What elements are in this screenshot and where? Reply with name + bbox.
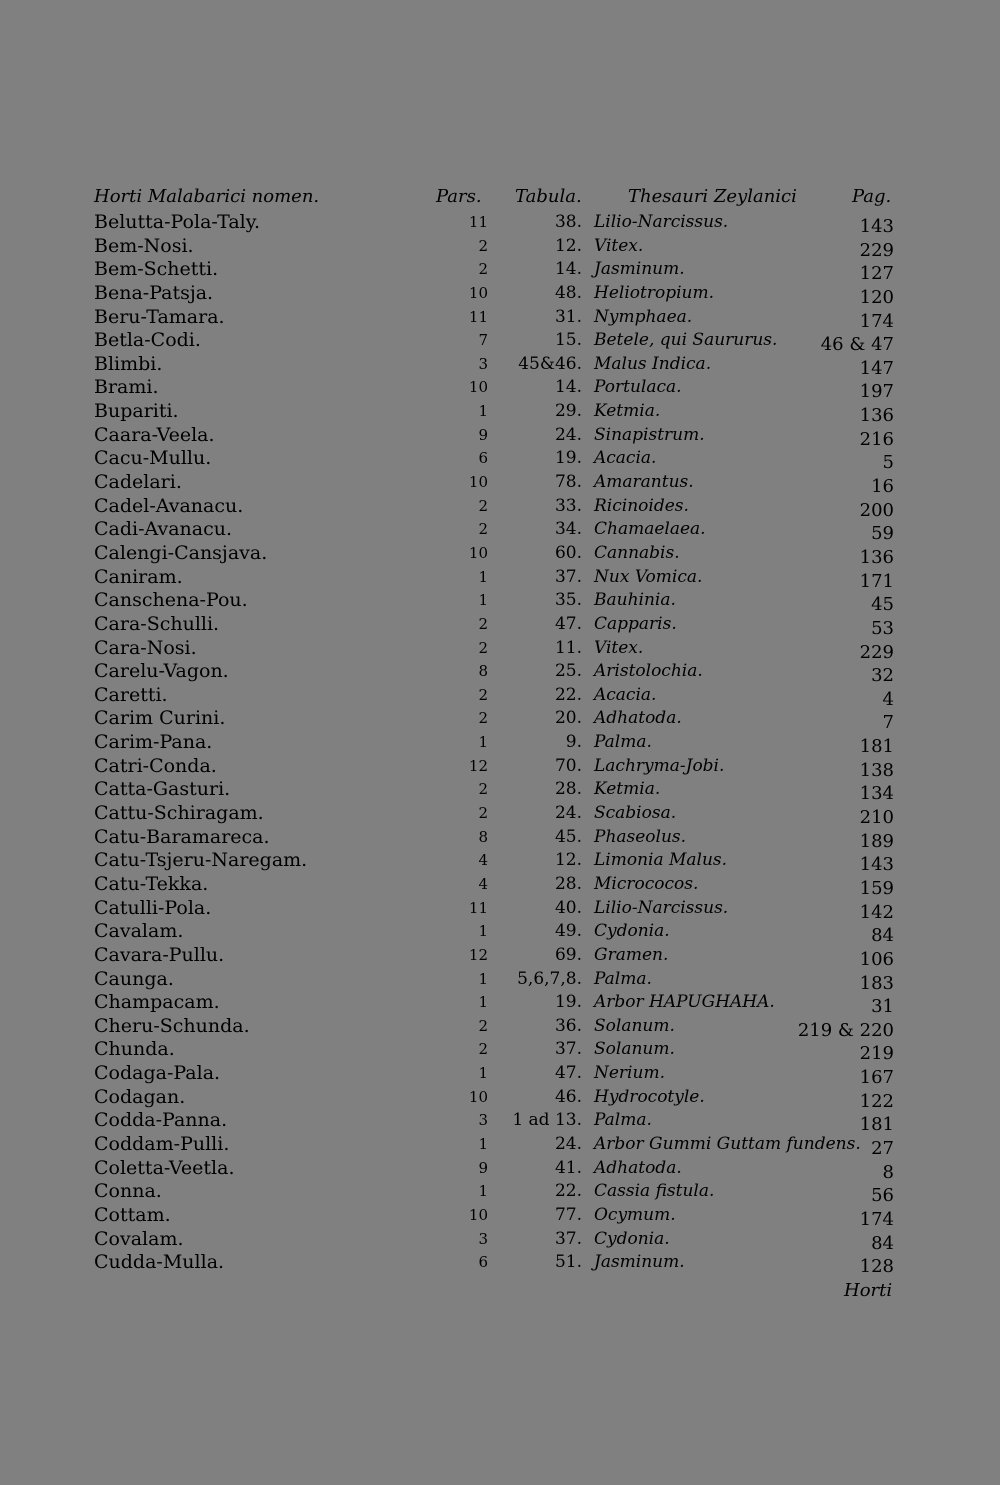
page-value: 138: [859, 759, 894, 781]
pars-value: 11: [468, 898, 488, 917]
pars-value: 2: [478, 260, 488, 279]
pars-value: 6: [478, 1253, 488, 1272]
table-row: [0, 1251, 1000, 1278]
thesaurus-name: Chamaelaea.: [594, 519, 706, 540]
tabula-value: 19.: [554, 448, 582, 469]
table-row: [0, 306, 1000, 330]
table-row: [0, 400, 1000, 427]
tabula-value: 22.: [554, 684, 582, 705]
plant-name: Canschena-Pou.: [94, 589, 248, 612]
plant-name: Cara-Nosi.: [94, 636, 197, 659]
thesaurus-name: Arbor HAPUGHAHA.: [594, 992, 775, 1013]
plant-name: Cottam.: [94, 1203, 171, 1226]
page-value: 8: [882, 1161, 894, 1183]
pars-value: 10: [468, 543, 488, 562]
tabula-value: 40.: [554, 897, 582, 918]
pars-value: 3: [478, 1111, 488, 1130]
plant-name: Carim Curini.: [94, 707, 226, 730]
page-value: 189: [859, 830, 894, 852]
thesaurus-name: Malus Indica.: [594, 353, 712, 374]
thesaurus-name: Amarantus.: [594, 472, 694, 493]
thesaurus-name: Jasminum.: [594, 1252, 685, 1273]
tabula-value: 14.: [554, 259, 582, 280]
thesaurus-name: Cassia fistula.: [594, 1181, 715, 1202]
thesaurus-name: Solanum.: [594, 1015, 675, 1036]
page-value: 174: [859, 310, 894, 332]
tabula-value: 28.: [554, 779, 582, 800]
table-row: [0, 826, 1000, 850]
plant-name: Bem-Schetti.: [94, 258, 219, 281]
pars-value: 2: [478, 709, 488, 728]
plant-name: Cattu-Schiragam.: [94, 802, 264, 825]
thesaurus-name: Phaseolus.: [594, 826, 687, 847]
page-value: 229: [859, 239, 894, 261]
table-row: [0, 282, 1000, 306]
plant-name: Codagan.: [94, 1085, 186, 1108]
page-value: 46 & 47: [820, 334, 894, 356]
page-value: 106: [859, 948, 894, 970]
tabula-value: 34.: [554, 519, 582, 540]
plant-name: Cadi-Avanacu.: [94, 518, 233, 541]
plant-name: Cheru-Schunda.: [94, 1014, 250, 1037]
page-value: 142: [859, 901, 894, 923]
table-row: [0, 944, 1000, 968]
pars-value: 10: [468, 473, 488, 492]
pars-value: 12: [468, 756, 488, 775]
page-value: 84: [871, 1232, 894, 1254]
plant-name: Carelu-Vagon.: [94, 660, 229, 683]
table-row: [0, 447, 1000, 474]
tabula-value: 45&46.: [518, 353, 582, 374]
thesaurus-name: Cannabis.: [594, 542, 680, 563]
table-row: [0, 1086, 1000, 1110]
thesaurus-name: Portulaca.: [594, 377, 682, 398]
pars-value: 9: [478, 425, 488, 444]
tabula-value: 11.: [554, 637, 582, 658]
pars-value: 8: [478, 827, 488, 846]
header-name: Horti Malabarici nomen.: [94, 186, 320, 207]
plant-name: Betla-Codi.: [94, 329, 201, 352]
catchword: Horti: [844, 1280, 893, 1301]
page-value: 120: [859, 286, 894, 308]
tabula-value: 38.: [554, 212, 582, 232]
table-row: [0, 968, 1000, 992]
pars-value: 4: [478, 874, 488, 893]
page-value: 181: [859, 1114, 894, 1136]
table-row: [0, 873, 1000, 897]
tabula-value: 48.: [554, 282, 582, 303]
tabula-value: 41.: [554, 1157, 582, 1178]
plant-name: Coletta-Veetla.: [94, 1156, 235, 1179]
page-value: 143: [859, 854, 894, 876]
tabula-value: 45.: [554, 826, 582, 847]
plant-name: Catu-Baramareca.: [94, 825, 270, 848]
table-row: [0, 920, 1000, 947]
table-row: [0, 589, 1000, 616]
pars-value: 10: [468, 1205, 488, 1224]
tabula-value: 22.: [554, 1181, 582, 1202]
thesaurus-name: Scabiosa.: [594, 803, 677, 824]
table-row: [0, 495, 1000, 519]
plant-name: Covalam.: [94, 1227, 184, 1250]
thesaurus-name: Bauhinia.: [594, 590, 676, 611]
page-value: 59: [871, 523, 894, 545]
tabula-value: 29.: [554, 401, 582, 422]
page-value: 136: [859, 405, 894, 427]
pars-value: 12: [468, 945, 488, 964]
table-row: [0, 897, 1000, 921]
thesaurus-name: Acacia.: [594, 448, 657, 469]
tabula-value: 1 ad 13.: [512, 1110, 582, 1131]
page-value: 53: [871, 617, 894, 639]
thesaurus-name: Palma.: [594, 732, 652, 753]
header-pag: Pag.: [852, 186, 892, 207]
plant-name: Cacu-Mullu.: [94, 447, 212, 470]
page-value: 219: [859, 1043, 894, 1065]
plant-name: Cadel-Avanacu.: [94, 494, 244, 517]
tabula-value: 35.: [554, 590, 582, 611]
thesaurus-name: Adhatoda.: [594, 708, 682, 729]
table-row: [0, 1204, 1000, 1228]
thesaurus-name: Nux Vomica.: [594, 566, 703, 587]
page-value: 45: [871, 594, 894, 616]
table-row: [0, 802, 1000, 829]
plant-name: Codaga-Pala.: [94, 1062, 221, 1085]
page-value: 136: [859, 546, 894, 568]
page-value: 210: [859, 807, 894, 829]
table-row: [0, 613, 1000, 637]
page-value: 31: [871, 996, 894, 1018]
tabula-value: 47.: [554, 1063, 582, 1084]
table-row: [0, 329, 1000, 356]
plant-name: Belutta-Pola-Taly.: [94, 211, 260, 233]
page-value: 171: [859, 570, 894, 592]
page-value: 159: [859, 877, 894, 899]
page-value: 200: [859, 499, 894, 521]
thesaurus-name: Heliotropium.: [594, 282, 714, 303]
tabula-value: 37.: [554, 1039, 582, 1060]
table-row: [0, 1133, 1000, 1157]
tabula-value: 25.: [554, 661, 582, 682]
table-row: [0, 1062, 1000, 1089]
table-row: [0, 518, 1000, 545]
tabula-value: 9.: [565, 732, 582, 753]
plant-name: Cudda-Mulla.: [94, 1251, 225, 1274]
table-row: [0, 376, 1000, 403]
plant-name: Cavalam.: [94, 920, 184, 943]
table-row: [0, 991, 1000, 1018]
tabula-value: 47.: [554, 613, 582, 634]
pars-value: 1: [478, 993, 488, 1012]
tabula-value: 20.: [554, 708, 582, 729]
plant-name: Bena-Patsja.: [94, 281, 214, 304]
pars-value: 2: [478, 780, 488, 799]
tabula-value: 12.: [554, 235, 582, 256]
table-row: [0, 637, 1000, 661]
table-row: [0, 211, 1000, 235]
tabula-value: 33.: [554, 495, 582, 516]
pars-value: 10: [468, 378, 488, 397]
tabula-value: 77.: [554, 1204, 582, 1225]
plant-name: Catta-Gasturi.: [94, 778, 231, 801]
plant-name: Catu-Tsjeru-Naregam.: [94, 849, 308, 872]
thesaurus-name: Betele, qui Saururus.: [594, 330, 778, 351]
tabula-value: 15.: [554, 330, 582, 351]
header-thesauri: Thesauri Zeylanici: [628, 186, 797, 207]
pars-value: 10: [468, 1087, 488, 1106]
pars-value: 1: [478, 1064, 488, 1083]
pars-value: 2: [478, 804, 488, 823]
thesaurus-name: Limonia Malus.: [594, 850, 728, 871]
tabula-value: 49.: [554, 921, 582, 942]
pars-value: 2: [478, 685, 488, 704]
pars-value: 2: [478, 614, 488, 633]
table-row: [0, 258, 1000, 285]
plant-name: Coddam-Pulli.: [94, 1132, 230, 1155]
table-row: [0, 684, 1000, 708]
table-row: [0, 235, 1000, 259]
pars-value: 2: [478, 1016, 488, 1035]
thesaurus-name: Jasminum.: [594, 259, 685, 280]
thesaurus-name: Ketmia.: [594, 779, 661, 800]
page-value: 134: [859, 783, 894, 805]
table-row: [0, 1038, 1000, 1065]
pars-value: 2: [478, 638, 488, 657]
plant-name: Catulli-Pola.: [94, 896, 212, 919]
plant-name: Calengi-Cansjava.: [94, 541, 268, 564]
thesaurus-name: Capparis.: [594, 613, 677, 634]
thesaurus-name: Nymphaea.: [594, 306, 693, 327]
plant-name: Cavara-Pullu.: [94, 943, 225, 966]
table-row: [0, 1180, 1000, 1207]
thesaurus-name: Lilio-Narcissus.: [594, 212, 729, 232]
page-value: 128: [859, 1256, 894, 1278]
page-value: 84: [871, 925, 894, 947]
page-value: 7: [882, 712, 894, 734]
page-value: 56: [871, 1185, 894, 1207]
pars-value: 3: [478, 354, 488, 373]
pars-value: 1: [478, 567, 488, 586]
header-pars: Pars.: [436, 186, 482, 207]
table-row: [0, 353, 1000, 377]
plant-name: Catu-Tekka.: [94, 872, 209, 895]
table-header: [0, 186, 1000, 212]
page-value: 174: [859, 1208, 894, 1230]
plant-name: Catri-Conda.: [94, 754, 217, 777]
plant-name: Carim-Pana.: [94, 731, 213, 754]
tabula-value: 70.: [554, 755, 582, 776]
plant-name: Codda-Panna.: [94, 1109, 228, 1132]
pars-value: 10: [468, 283, 488, 302]
table-row: [0, 1228, 1000, 1252]
table-row: [0, 1109, 1000, 1136]
table-row: [0, 1157, 1000, 1181]
tabula-value: 12.: [554, 850, 582, 871]
page-value: 229: [859, 641, 894, 663]
page-value: 127: [859, 263, 894, 285]
thesaurus-name: Gramen.: [594, 944, 669, 965]
thesaurus-name: Aristolochia.: [594, 661, 703, 682]
pars-value: 1: [478, 1134, 488, 1153]
table-row: [0, 707, 1000, 734]
tabula-value: 14.: [554, 377, 582, 398]
table-row: [0, 1015, 1000, 1039]
pars-value: 4: [478, 851, 488, 870]
pars-value: 9: [478, 1158, 488, 1177]
plant-name: Champacam.: [94, 991, 220, 1014]
thesaurus-name: Sinapistrum.: [594, 424, 705, 445]
tabula-value: 24.: [554, 1133, 582, 1154]
pars-value: 2: [478, 496, 488, 515]
plant-name: Blimbi.: [94, 352, 163, 375]
thesaurus-name: Solanum.: [594, 1039, 675, 1060]
thesaurus-name: Adhatoda.: [594, 1157, 682, 1178]
thesaurus-name: Lachryma-Jobi.: [594, 755, 725, 776]
plant-name: Cadelari.: [94, 471, 182, 494]
thesaurus-name: Cydonia.: [594, 921, 670, 942]
pars-value: 8: [478, 662, 488, 681]
table-row: [0, 755, 1000, 779]
plant-name: Conna.: [94, 1180, 162, 1203]
thesaurus-name: Micrococos.: [594, 873, 699, 894]
thesaurus-name: Ketmia.: [594, 401, 661, 422]
tabula-value: 24.: [554, 803, 582, 824]
pars-value: 1: [478, 1182, 488, 1201]
plant-name: Caunga.: [94, 967, 174, 990]
table-row: [0, 849, 1000, 876]
tabula-value: 19.: [554, 992, 582, 1013]
plant-name: Caretti.: [94, 683, 168, 706]
tabula-value: 28.: [554, 873, 582, 894]
pars-value: 7: [478, 331, 488, 350]
pars-value: 1: [478, 591, 488, 610]
table-row: [0, 778, 1000, 805]
pars-value: 11: [468, 213, 488, 231]
pars-value: 11: [468, 307, 488, 326]
thesaurus-name: Arbor Gummi Guttam fundens.: [594, 1133, 861, 1154]
pars-value: 6: [478, 449, 488, 468]
plant-name: Beru-Tamara.: [94, 305, 225, 328]
table-row: [0, 660, 1000, 687]
header-tabula: Tabula.: [515, 186, 582, 207]
plant-name: Brami.: [94, 376, 159, 399]
pars-value: 2: [478, 520, 488, 539]
index-table: [0, 211, 1000, 1278]
table-row: [0, 542, 1000, 566]
tabula-value: 24.: [554, 424, 582, 445]
tabula-value: 51.: [554, 1252, 582, 1273]
tabula-value: 5,6,7,8.: [517, 968, 582, 989]
plant-name: Bupariti.: [94, 400, 179, 423]
pars-value: 1: [478, 922, 488, 941]
tabula-value: 37.: [554, 566, 582, 587]
pars-value: 1: [478, 733, 488, 752]
plant-name: Caniram.: [94, 565, 183, 588]
plant-name: Cara-Schulli.: [94, 612, 220, 635]
page-value: 216: [859, 428, 894, 450]
page-value: 32: [871, 665, 894, 687]
page-value: 122: [859, 1090, 894, 1112]
page-value: 16: [871, 476, 894, 498]
pars-value: 2: [478, 1040, 488, 1059]
tabula-value: 46.: [554, 1086, 582, 1107]
tabula-value: 36.: [554, 1015, 582, 1036]
pars-value: 1: [478, 969, 488, 988]
tabula-value: 60.: [554, 542, 582, 563]
plant-name: Caara-Veela.: [94, 423, 215, 446]
page-value: 147: [859, 357, 894, 379]
page-value: 167: [859, 1067, 894, 1089]
page-value: 219 & 220: [797, 1019, 894, 1041]
thesaurus-name: Vitex.: [594, 637, 644, 658]
page-value: 27: [871, 1137, 894, 1159]
tabula-value: 31.: [554, 306, 582, 327]
page-value: 181: [859, 736, 894, 758]
thesaurus-name: Palma.: [594, 968, 652, 989]
thesaurus-name: Cydonia.: [594, 1228, 670, 1249]
table-row: [0, 424, 1000, 448]
thesaurus-name: Nerium.: [594, 1063, 665, 1084]
page-value: 197: [859, 381, 894, 403]
page-value: 183: [859, 972, 894, 994]
pars-value: 1: [478, 402, 488, 421]
plant-name: Chunda.: [94, 1038, 175, 1061]
pars-value: 2: [478, 236, 488, 255]
thesaurus-name: Ocymum.: [594, 1204, 676, 1225]
tabula-value: 69.: [554, 944, 582, 965]
thesaurus-name: Acacia.: [594, 684, 657, 705]
thesaurus-name: Lilio-Narcissus.: [594, 897, 729, 918]
thesaurus-name: Ricinoides.: [594, 495, 689, 516]
pars-value: 3: [478, 1229, 488, 1248]
table-row: [0, 566, 1000, 590]
thesaurus-name: Hydrocotyle.: [594, 1086, 705, 1107]
thesaurus-name: Palma.: [594, 1110, 652, 1131]
table-row: [0, 731, 1000, 758]
tabula-value: 37.: [554, 1228, 582, 1249]
table-row: [0, 471, 1000, 498]
tabula-value: 78.: [554, 472, 582, 493]
plant-name: Bem-Nosi.: [94, 234, 194, 257]
page-value: 4: [882, 688, 894, 710]
page-value: 143: [859, 216, 894, 237]
thesaurus-name: Vitex.: [594, 235, 644, 256]
page-value: 5: [882, 452, 894, 474]
